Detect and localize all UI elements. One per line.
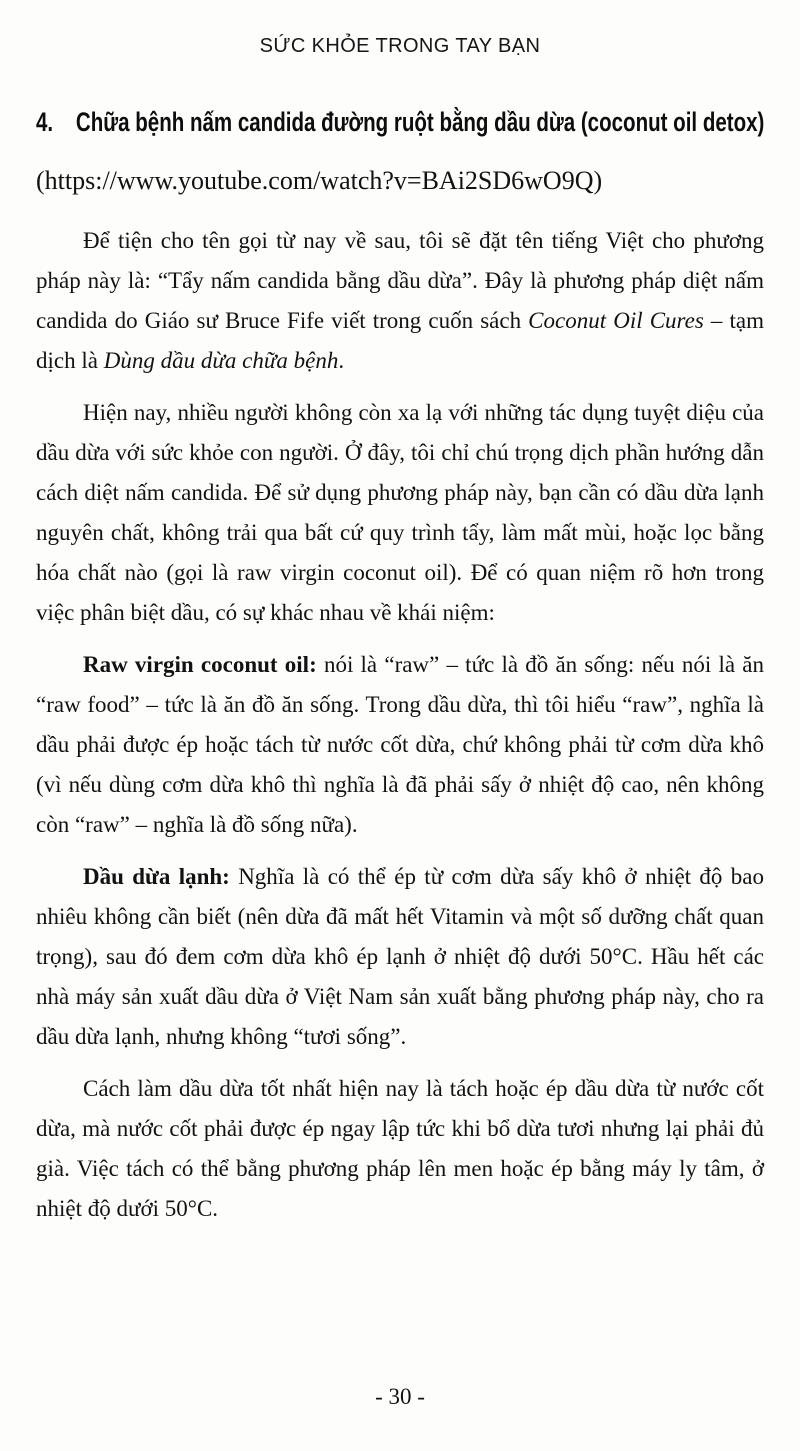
section-heading [36,103,765,141]
paragraph-text: nói là “raw” – tức là đồ ăn sống: nếu nói là ăn “raw food” – tức là ăn đồ ăn sống. Trong dầu dừa, thì tôi hiểu “raw”, nghĩa là dầu phải được ép hoặc tách từ nước cốt dừa, chứ không phải từ cơm dừa khô (vì nếu dùng cơm dừa khô thì nghĩa là đã phải sấy ở nhiệt độ cao, nên không còn “raw” – nghĩa là đồ sống nữa). [36,652,764,837]
paragraph-cold-pressed-oil [36,857,764,1057]
paragraph-best-method: Cách làm dầu dừa tốt nhất hiện nay là tách hoặc ép dầu dừa từ nước cốt dừa, mà nước cốt phải được ép ngay lập tức khi bổ dừa tươi nhưng lại phải đủ già. Việc tách có thể bằng phương pháp lên men hoặc ép bằng máy ly tâm, ở nhiệt độ dưới 50°C. [36,1076,764,1221]
section-number: 4. [36,107,54,137]
running-header: SỨC KHỎE TRONG TAY BẠN [259,35,541,57]
paragraph-text: Nghĩa là có thể ép từ cơm dừa sấy khô ở nhiệt độ bao nhiêu không cần biết (nên dừa đã mất hết Vitamin và một số dưỡng chất quan trọng), sau đó đem cơm dừa khô ép lạnh ở nhiệt độ dưới 50°C. Hầu hết các nhà máy sản xuất dầu dừa ở Việt Nam sản xuất bằng phương pháp này, cho ra dầu dừa lạnh, nhưng không “tươi sống”. [36,864,764,1049]
book-title-italic: Coconut Oil Cures [528,308,704,333]
paragraph-text: – tạm dịch là [36,308,764,373]
book-title-translation-italic: Dùng dầu dừa chữa bệnh [103,348,339,373]
section-title-text: Chữa bệnh nấm candida đường ruột bằng dầu dừa (coconut oil detox) [75,107,765,137]
paragraph-intro [36,221,764,381]
video-url-text: (https://www.youtube.com/watch?v=BAi2SD6wO9Q) [36,166,603,195]
page-number: - 30 - [375,1384,425,1409]
term-dau-dua-lanh: Dầu dừa lạnh: [83,864,230,889]
paragraph-text: Để tiện cho tên gọi từ nay về sau, tôi sẽ đặt tên tiếng Việt cho phương pháp này là: “Tẩy nấm candida bằng dầu dừa”. Đây là phương pháp diệt nấm candida do Giáo sư Bruce Fife viết trong cuốn sách [36,228,764,333]
paragraph-coconut-benefits: Hiện nay, nhiều người không còn xa lạ với những tác dụng tuyệt diệu của dầu dừa với sức khỏe con người. Ở đây, tôi chỉ chú trọng dịch phần hướng dẫn cách diệt nấm candida. Để sử dụng phương pháp này, bạn cần có dầu dừa lạnh nguyên chất, không trải qua bất cứ quy trình tẩy, làm mất mùi, hoặc lọc bằng hóa chất nào (gọi là raw virgin coconut oil). Để có quan niệm rõ hơn trong việc phân biệt dầu, có sự khác nhau về khái niệm: [36,400,764,625]
paragraph-raw-virgin-oil [36,645,764,845]
term-raw-virgin-coconut-oil: Raw virgin coconut oil: [83,652,317,677]
paragraph-text: . [338,348,345,373]
